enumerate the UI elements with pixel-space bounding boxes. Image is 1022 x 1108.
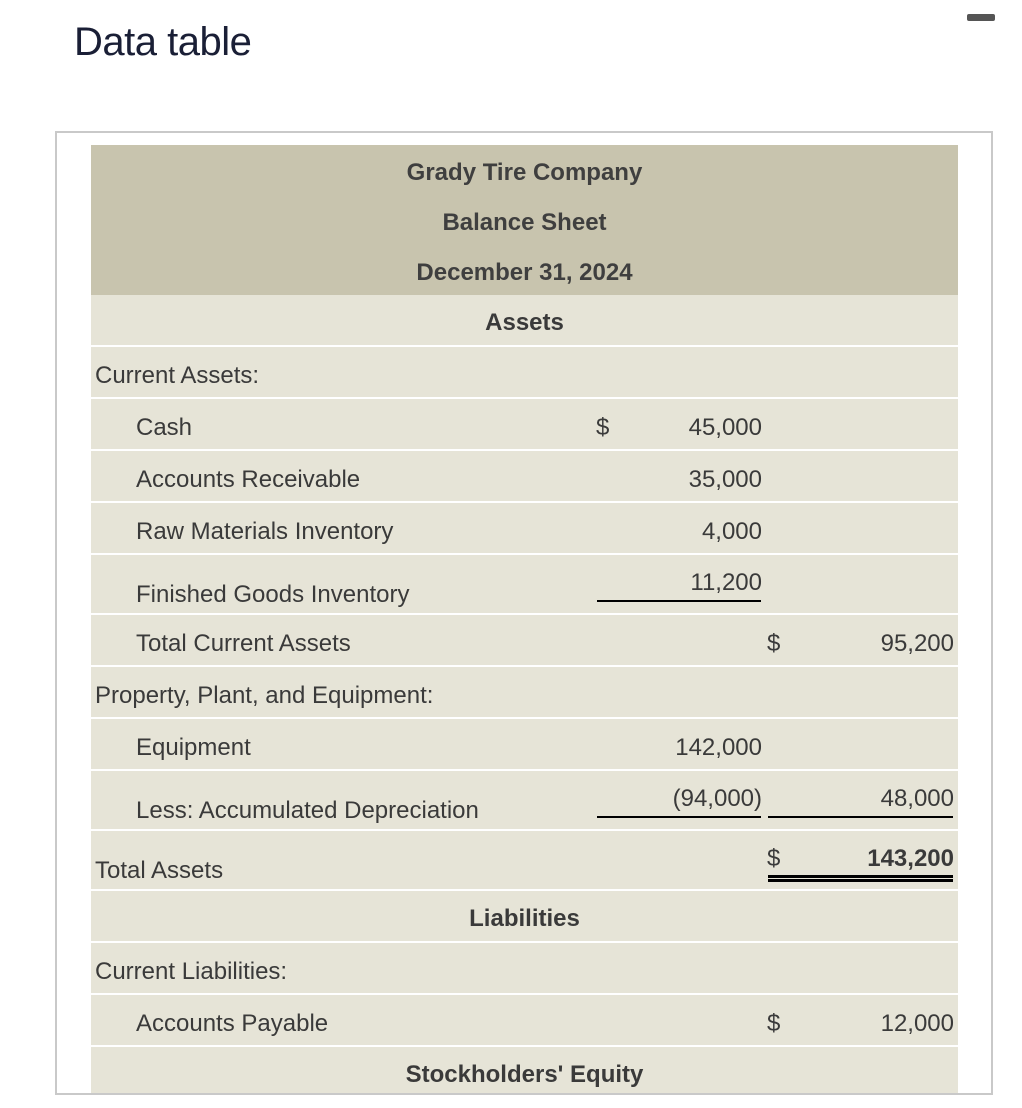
section-heading: Assets bbox=[485, 309, 564, 336]
subtotal-underline bbox=[597, 600, 761, 602]
table-row bbox=[91, 831, 958, 891]
amount: 142,000 bbox=[675, 734, 762, 761]
minimize-icon bbox=[967, 14, 995, 21]
table-row bbox=[91, 347, 958, 399]
statement-header bbox=[91, 145, 958, 295]
row-label: Accounts Payable bbox=[136, 1010, 329, 1037]
statement-name: Balance Sheet bbox=[442, 209, 607, 236]
total-underline bbox=[768, 816, 953, 818]
table-row bbox=[91, 771, 958, 831]
row-label: Total Current Assets bbox=[136, 630, 351, 657]
table-row bbox=[91, 667, 958, 719]
total-amount: 48,000 bbox=[880, 785, 954, 812]
currency-symbol: $ bbox=[767, 845, 781, 872]
amount: (94,000) bbox=[672, 785, 762, 812]
table-row bbox=[91, 451, 958, 503]
section-heading: Stockholders' Equity bbox=[405, 1061, 644, 1088]
table-row bbox=[91, 995, 958, 1047]
row-label: Property, Plant, and Equipment: bbox=[95, 682, 434, 709]
row-label: Accounts Receivable bbox=[136, 466, 361, 493]
section-row-assets bbox=[91, 295, 958, 347]
row-label: Current Liabilities: bbox=[95, 958, 288, 985]
section-heading: Liabilities bbox=[469, 905, 580, 932]
currency-symbol: $ bbox=[767, 1010, 781, 1037]
amount: 4,000 bbox=[701, 518, 762, 545]
section-row-equity bbox=[91, 1047, 958, 1095]
amount: 35,000 bbox=[688, 466, 762, 493]
table-row bbox=[91, 399, 958, 451]
amount: 45,000 bbox=[688, 414, 762, 441]
row-label: Finished Goods Inventory bbox=[136, 581, 410, 608]
table-row bbox=[91, 719, 958, 771]
table-scroll-frame[interactable] bbox=[55, 131, 993, 1095]
double-underline bbox=[768, 875, 953, 882]
grand-total-amount: 143,200 bbox=[867, 845, 954, 872]
company-name: Grady Tire Company bbox=[406, 159, 643, 186]
total-amount: 95,200 bbox=[880, 630, 954, 657]
table-row bbox=[91, 943, 958, 995]
amount: 11,200 bbox=[690, 569, 762, 596]
row-label: Equipment bbox=[136, 734, 251, 761]
row-label: Cash bbox=[136, 414, 193, 441]
currency-symbol: $ bbox=[596, 414, 610, 441]
currency-symbol: $ bbox=[767, 630, 781, 657]
total-amount: 12,000 bbox=[880, 1010, 954, 1037]
section-row-liabilities bbox=[91, 891, 958, 943]
row-label: Total Assets bbox=[95, 857, 224, 884]
table-row bbox=[91, 503, 958, 555]
row-label: Raw Materials Inventory bbox=[136, 518, 394, 545]
table-row bbox=[91, 615, 958, 667]
row-label: Less: Accumulated Depreciation bbox=[136, 797, 479, 824]
dialog-title: Data table bbox=[74, 20, 252, 64]
balance-sheet-table bbox=[91, 145, 958, 1095]
statement-date: December 31, 2024 bbox=[416, 259, 633, 286]
table-row bbox=[91, 555, 958, 615]
subtotal-underline bbox=[597, 816, 761, 818]
minimize-button[interactable] bbox=[967, 11, 995, 24]
row-label: Current Assets: bbox=[95, 362, 260, 389]
